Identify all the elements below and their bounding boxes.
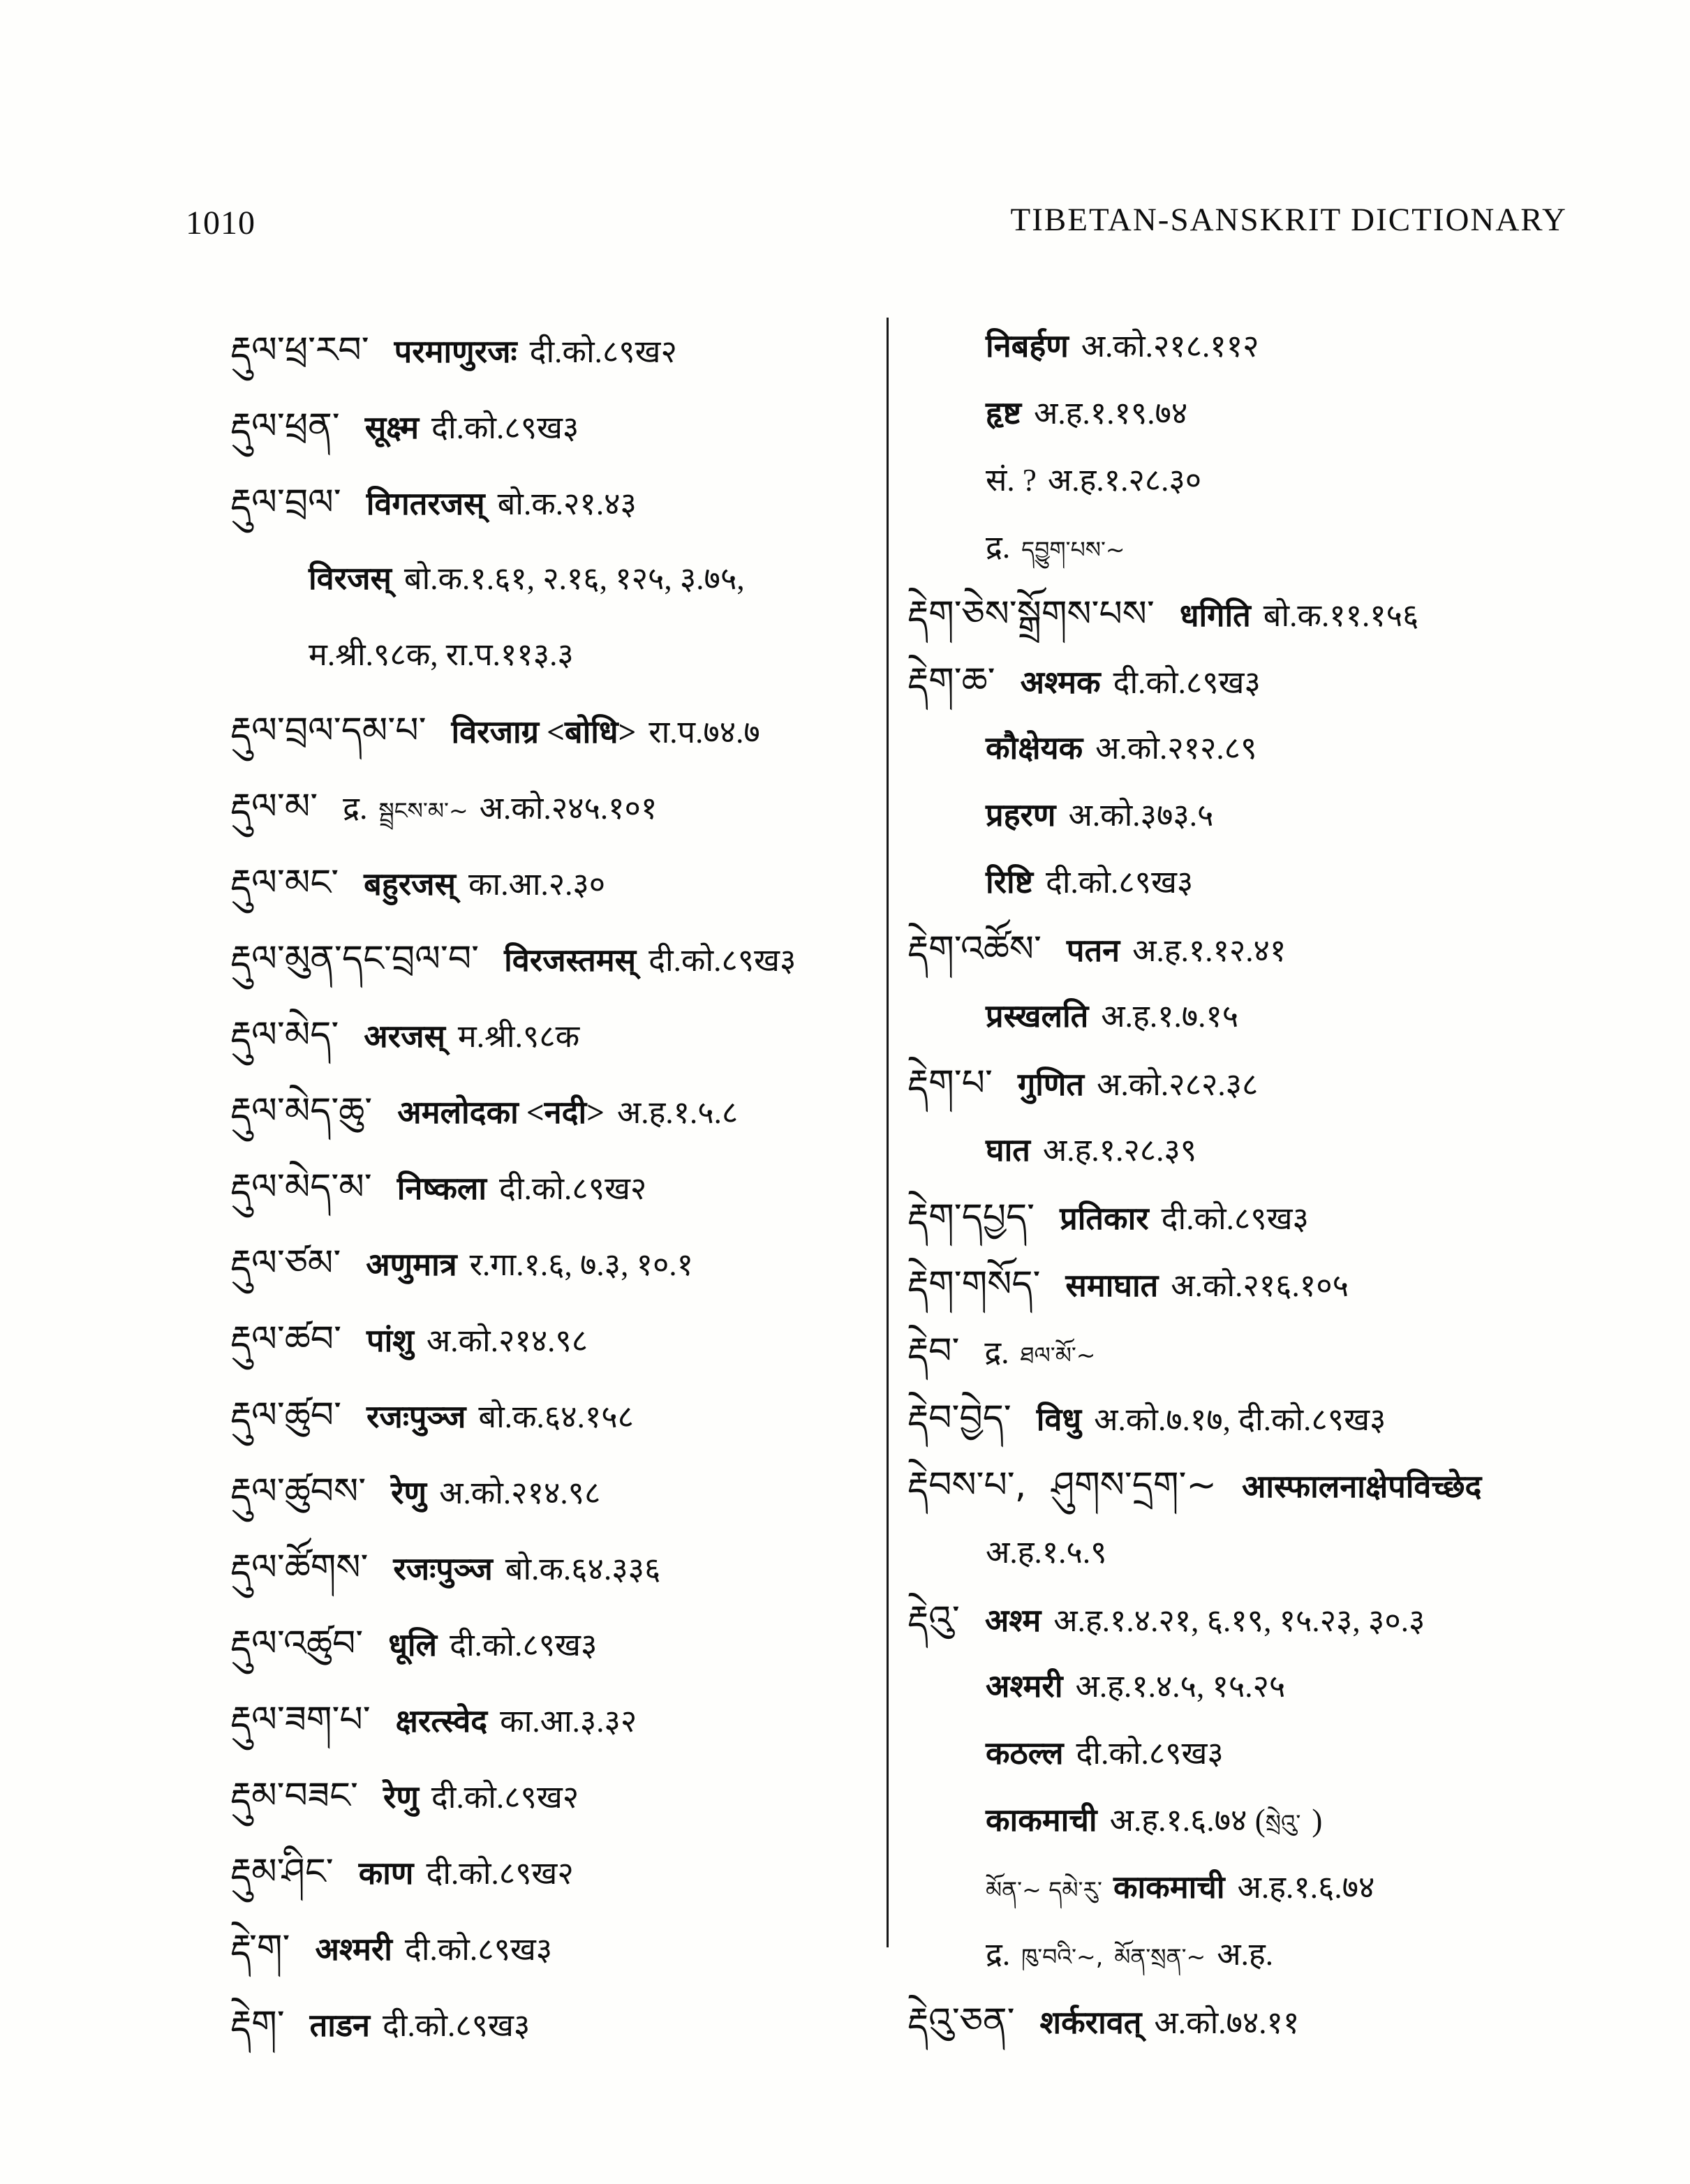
entry-continuation-line [907, 380, 1661, 447]
reference-citation: अ.ह. [1217, 1937, 1273, 1972]
entry-continuation-line [907, 1720, 1661, 1787]
tibetan-headword: རྡུལ་བྲལ་ [230, 482, 341, 523]
reference-citation: अ.को.२१२.८९ [1095, 731, 1257, 766]
dictionary-entry [907, 1385, 1661, 1452]
entry-continuation-line [230, 617, 873, 693]
entry-continuation-line [907, 514, 1661, 581]
entry-continuation-line [907, 983, 1661, 1050]
reference-citation: अ.ह.१.६.७४ [1237, 1870, 1375, 1905]
abbreviation-text: द्र. [343, 791, 368, 826]
dictionary-entry [230, 693, 873, 769]
reference-citation: का.आ.२.३० [468, 867, 606, 902]
dictionary-entry [230, 1150, 873, 1226]
abbreviation-text: द्र. [984, 1335, 1009, 1370]
sanskrit-gloss: अरजस् [364, 1019, 445, 1054]
sanskrit-gloss: काकमाची [1113, 1870, 1225, 1905]
reference-citation: म.श्री.९८क [457, 1019, 580, 1054]
abbreviation-text: द्र. [986, 1937, 1011, 1972]
tibetan-crossref: དབྱུག་པས་~ [1021, 536, 1125, 563]
sanskrit-gloss: रजःपुञ्ज [393, 1552, 493, 1587]
reference-citation: बो.क.६४.१५८ [478, 1399, 635, 1434]
sanskrit-gloss: अश्मरी [986, 1669, 1063, 1704]
dictionary-entry [230, 845, 873, 921]
dictionary-entry [230, 1378, 873, 1454]
reference-citation: दी.को.८९ख३ [1076, 1736, 1224, 1771]
tibetan-headword: རྡུལ་མ་ [230, 786, 318, 828]
sanskrit-gloss: ताडन [309, 2008, 370, 2043]
sanskrit-gloss: अमलोदका <नदी> [397, 1095, 605, 1130]
sanskrit-gloss: परमाणुरजः [394, 334, 517, 369]
sanskrit-gloss: घात [986, 1133, 1030, 1168]
dictionary-entry [230, 1454, 873, 1530]
abbreviation-text: सं. ? [986, 463, 1037, 498]
dictionary-entry [907, 916, 1661, 983]
tibetan-headword: རྡེག་ཅེས་སྒྲོགས་པས་ [907, 593, 1155, 635]
reference-citation: दी.को.८९ख२ [529, 334, 677, 369]
tibetan-headword: རྡུལ་ཕྲན་ [230, 406, 340, 447]
entry-continuation-line [907, 1787, 1661, 1854]
sanskrit-gloss: रिष्टि [986, 865, 1033, 900]
reference-citation: बो.क.२१.४३ [497, 486, 637, 521]
entry-continuation-line [907, 1117, 1661, 1184]
reference-citation: बो.क.६४.३३६ [505, 1552, 661, 1587]
sanskrit-gloss: विरजस् [309, 561, 392, 596]
dictionary-entry [230, 389, 873, 465]
dictionary-entry [230, 1074, 873, 1150]
sanskrit-gloss: सूक्ष्म [364, 410, 420, 445]
dictionary-entry [907, 1251, 1661, 1318]
reference-citation: ) [1312, 1803, 1323, 1838]
tibetan-headword: རྡེག་ [230, 2003, 285, 2045]
entry-continuation-line [907, 1921, 1661, 1988]
sanskrit-gloss: विरजाग्र <बोधि> [451, 715, 637, 750]
dictionary-entry [230, 1910, 873, 1986]
reference-citation: अ.ह.१.४.५, १५.२५ [1075, 1669, 1286, 1704]
dictionary-entry [907, 1452, 1661, 1519]
reference-citation: अ.ह.१.५.९ [986, 1535, 1107, 1570]
tibetan-crossref: སྲེའུ་ [1265, 1809, 1301, 1836]
reference-citation: रा.प.७४.७ [648, 715, 760, 750]
reference-citation: का.आ.३.३२ [500, 1704, 637, 1739]
dictionary-entry [230, 1986, 873, 2063]
dictionary-entry [230, 769, 873, 845]
sanskrit-gloss: क्षरत्स्वेद [395, 1704, 488, 1739]
reference-citation: अ.को.२८२.३८ [1097, 1067, 1259, 1102]
dictionary-entry [230, 1302, 873, 1378]
sanskrit-gloss: विरजस्तमस् [504, 943, 637, 978]
dictionary-entry [230, 465, 873, 541]
sanskrit-gloss: काकमाची [986, 1803, 1097, 1838]
sanskrit-gloss: धगिति [1179, 598, 1251, 633]
reference-citation: अ.को.३७३.५ [1068, 798, 1214, 833]
entry-continuation-line [907, 782, 1661, 849]
dictionary-entry [907, 1318, 1661, 1385]
dictionary-entry [230, 1682, 873, 1758]
reference-citation: दी.को.८९ख३ [383, 2008, 531, 2043]
entry-continuation-line [230, 541, 873, 617]
reference-citation: र.गा.१.६, ७.३, १०.१ [469, 1247, 694, 1282]
tibetan-headword: རྡུལ་མེད་ཆུ་ [230, 1090, 373, 1132]
dictionary-entry [907, 1050, 1661, 1117]
reference-citation: अ.को.२४५.१०१ [479, 791, 658, 826]
sanskrit-gloss: कठल्ल [986, 1736, 1064, 1771]
tibetan-headword: རྡུལ་ཟག་པ་ [230, 1699, 371, 1741]
tibetan-headword: རྡེག་གསོད་ [907, 1263, 1041, 1305]
sanskrit-gloss: आस्फालनाक्षेपविच्छेद [1241, 1469, 1482, 1504]
reference-citation: दी.को.८९ख३ [1113, 665, 1261, 700]
reference-citation: दी.को.८९ख३ [1161, 1201, 1309, 1236]
tibetan-headword: རྡེག་འཚོས་ [907, 928, 1042, 970]
column-right [907, 313, 1661, 2055]
sanskrit-gloss: विधु [1036, 1402, 1082, 1437]
reference-citation: अ.को.२१६.१०५ [1171, 1268, 1349, 1303]
dictionary-entry [907, 1586, 1661, 1653]
entry-continuation-line [907, 715, 1661, 782]
tibetan-crossref: ཐལ་མོ་~ [1020, 1342, 1096, 1369]
dictionary-entry [230, 1758, 873, 1834]
page-title: TIBETAN-SANSKRIT DICTIONARY [1010, 202, 1567, 238]
reference-citation: अ.ह.१.२८.३९ [1042, 1133, 1197, 1168]
tibetan-headword: རྡུལ་མེད་མ་ [230, 1166, 372, 1208]
reference-citation: दी.को.८९ख२ [499, 1171, 647, 1206]
sanskrit-gloss: कौक्षेयक [986, 731, 1083, 766]
entry-continuation-line [907, 1653, 1661, 1720]
dictionary-entry [230, 997, 873, 1074]
reference-citation: अ.ह.१.२८.३० [1047, 463, 1202, 498]
reference-citation: अ.ह.१.७.१५ [1101, 999, 1239, 1034]
reference-citation: दी.को.८९ख२ [426, 1856, 574, 1891]
reference-citation: अ.को.२१४.९८ [426, 1323, 588, 1358]
entry-continuation-line [907, 849, 1661, 916]
tibetan-crossref: ཁུ་བའི་~, [1021, 1943, 1104, 1970]
sanskrit-gloss: अश्म [984, 1603, 1042, 1638]
tibetan-headword: རྡུམ་བཟང་ [230, 1775, 358, 1817]
dictionary-entry [230, 1530, 873, 1606]
tibetan-headword: རྡུལ་འཚུབ་ [230, 1623, 364, 1665]
column-divider-rule [887, 318, 889, 1947]
tibetan-headword: རྡེབས་པ་, [907, 1464, 1027, 1506]
tibetan-headword: རྡུལ་ཚུབས་ [230, 1471, 366, 1513]
tibetan-headword: རྡུལ་ཚོགས་ [230, 1547, 369, 1589]
reference-citation: दी.को.८९ख३ [431, 410, 579, 445]
sanskrit-gloss: पतन [1066, 933, 1120, 968]
sanskrit-gloss: प्रहरण [986, 798, 1056, 833]
dictionary-entry [230, 1606, 873, 1682]
sanskrit-gloss: रेणु [391, 1476, 427, 1510]
tibetan-headword: རྡེག་པ་ [907, 1062, 993, 1104]
tibetan-crossref: མོན་~ དམེ་རུ་ [986, 1876, 1102, 1903]
tibetan-headword: རྡེའུ་ཅན་ [907, 2000, 1015, 2042]
sanskrit-gloss: समाघात [1065, 1268, 1159, 1303]
reference-citation: अ.ह.१.१२.४१ [1132, 933, 1287, 968]
reference-citation: अ.को.७४.११ [1154, 2005, 1300, 2040]
reference-citation: दी.को.८९ख२ [431, 1780, 579, 1815]
reference-citation: दी.को.८९ख३ [1046, 865, 1194, 900]
reference-citation: अ.को.२१८.११२ [1081, 329, 1259, 364]
sanskrit-gloss: शर्करावत् [1039, 2005, 1142, 2040]
tibetan-headword: རྡུལ་མང་ [230, 862, 339, 904]
reference-citation: अ.को.७.१७, दी.को.८९ख३ [1094, 1402, 1386, 1437]
reference-citation: अ.ह.१.५.८ [616, 1095, 739, 1130]
tibetan-headword: རྡུལ་ཚབ་ [230, 1318, 342, 1360]
reference-citation: म.श्री.९८क, रा.प.११३.३ [309, 637, 574, 672]
sanskrit-gloss: अश्मरी [315, 1932, 392, 1967]
reference-citation: अ.ह.१.१९.७४ [1034, 396, 1188, 431]
reference-citation: अ.ह.१.६.७४ ( [1109, 1803, 1266, 1838]
reference-citation: दी.को.८९ख३ [648, 943, 796, 978]
sanskrit-gloss: प्रस्खलति [986, 999, 1089, 1034]
reference-citation: दी.को.८९ख३ [404, 1932, 553, 1967]
dictionary-entry [907, 1184, 1661, 1251]
sanskrit-gloss: गुणित [1017, 1067, 1085, 1102]
tibetan-headword: རྡུལ་ཙམ་ [230, 1242, 341, 1284]
sanskrit-gloss: विगतरजस् [366, 486, 485, 521]
tibetan-headword: རྡེའུ་ [907, 1598, 960, 1640]
dictionary-entry [230, 1226, 873, 1302]
tibetan-headword: རྡེབ་བྱེད་ [907, 1397, 1011, 1439]
tibetan-headword: རྡུལ་བྲལ་དམ་པ་ [230, 710, 427, 752]
reference-citation: बो.क.११.१५६ [1263, 598, 1419, 633]
reference-citation: अ.को.२१४.९८ [439, 1476, 601, 1510]
abbreviation-text: द्र. [986, 530, 1011, 565]
sanskrit-gloss: प्रतिकार [1060, 1201, 1149, 1236]
tibetan-headword: ཤུགས་དྲག་~ [1051, 1464, 1217, 1506]
entry-continuation-line [907, 313, 1661, 380]
sanskrit-gloss: रजःपुञ्ज [366, 1399, 466, 1434]
entry-continuation-line [907, 447, 1661, 514]
entry-continuation-line [907, 1519, 1661, 1586]
sanskrit-gloss: अश्मक [1020, 665, 1101, 700]
dictionary-entry [230, 1834, 873, 1910]
reference-citation: अ.ह.१.४.२१, ६.१९, १५.२३, ३०.३ [1053, 1603, 1425, 1638]
tibetan-headword: རྡུལ་ཕྲ་རབ་ [230, 329, 369, 371]
tibetan-headword: རྡུམ་ཤིང་ [230, 1851, 334, 1893]
tibetan-headword: རྡུལ་མུན་དང་བྲལ་བ་ [230, 938, 480, 980]
sanskrit-gloss: रेणु [383, 1780, 419, 1815]
tibetan-headword: རྡེག་ཆ་ [907, 660, 995, 702]
dictionary-entry [907, 1988, 1661, 2055]
sanskrit-gloss: निष्कला [396, 1171, 487, 1206]
tibetan-headword: རྡེ་ག་ [230, 1927, 290, 1969]
page-number: 1010 [186, 205, 255, 242]
sanskrit-gloss: हृष्ट [986, 396, 1022, 431]
dictionary-entry [230, 921, 873, 997]
entry-continuation-line [907, 1854, 1661, 1921]
sanskrit-gloss: पांशु [366, 1323, 414, 1358]
tibetan-headword: རྡུལ་ཚུབ་ [230, 1395, 342, 1436]
sanskrit-gloss: धूलि [388, 1628, 438, 1663]
tibetan-headword: རྡེབ་ [907, 1330, 960, 1372]
sanskrit-gloss: बहुरजस् [364, 867, 456, 902]
tibetan-crossref: མོན་སྲན་~ [1114, 1943, 1206, 1970]
tibetan-headword: རྡེག་དཔྱད་ [907, 1196, 1035, 1238]
tibetan-crossref: སྦྲངས་མ་~ [378, 797, 468, 824]
column-left [230, 313, 873, 2063]
sanskrit-gloss: काण [358, 1856, 414, 1891]
dictionary-entry [907, 581, 1661, 648]
sanskrit-gloss: अणुमात्र [366, 1247, 457, 1282]
tibetan-headword: རྡུལ་མེད་ [230, 1014, 339, 1056]
dictionary-entry [230, 313, 873, 389]
dictionary-entry [907, 648, 1661, 715]
sanskrit-gloss: निबर्हण [986, 329, 1069, 364]
reference-citation: दी.को.८९ख३ [450, 1628, 598, 1663]
reference-citation: बो.क.१.६१, २.१६, १२५, ३.७५, [403, 561, 745, 596]
